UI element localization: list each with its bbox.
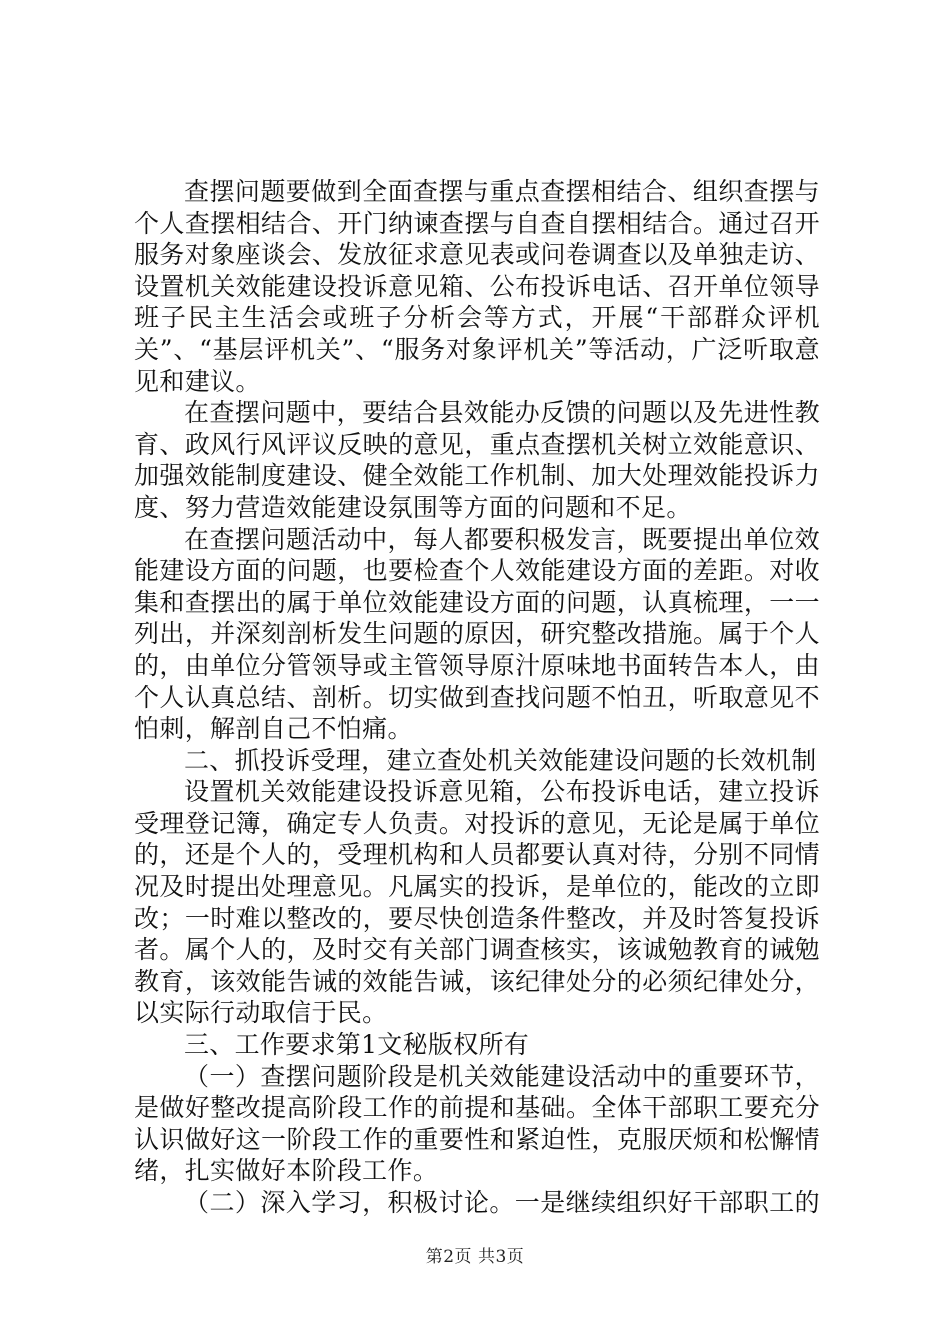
- paragraph-review-focus: 在查摆问题中，要结合县效能办反馈的问题以及先进性教育、政风行风评议反映的意见，重点查摆机关树立效能意识、加强效能制度建设、健全效能工作机制、加大处理效能投诉力度、努力营造效能建设氛围等方面的问题和不足。: [134, 398, 820, 522]
- section-heading-complaints: 二、抓投诉受理，建立查处机关效能建设问题的长效机制: [184, 745, 817, 775]
- paragraph-requirement-1: （一）查摆问题阶段是机关效能建设活动中的重要环节，是做好整改提高阶段工作的前提和基础。全体干部职工要充分认识做好这一阶段工作的重要性和紧迫性，克服厌烦和松懈情绪，扎实做好本阶段工作。: [134, 1061, 820, 1186]
- paragraph-review-methods: 查摆问题要做到全面查摆与重点查摆相结合、组织查摆与个人查摆相结合、开门纳谏查摆与自查自摆相结合。通过召开服务对象座谈会、发放征求意见表或问卷调查以及单独走访、设置机关效能建设投诉意见箱、公布投诉电话、召开单位领导班子民主生活会或班子分析会等方式，开展“干部群众评机关”、“基层评机关”、“服务对象评机关”等活动，广泛听取意见和建议。: [134, 177, 820, 396]
- section-heading-requirements: 三、工作要求第1文秘版权所有: [184, 1030, 530, 1060]
- document-body: [134, 176, 820, 1219]
- paragraph-complaint-handling: 设置机关效能建设投诉意见箱，公布投诉电话，建立投诉受理登记簿，确定专人负责。对投诉的意见，无论是属于单位的，还是个人的，受理机构和人员都要认真对待，分别不同情况及时提出处理意见。凡属实的投诉，是单位的，能改的立即改；一时难以整改的，要尽快创造条件整改，并及时答复投诉者。属个人的，及时交有关部门调查核实，该诚勉教育的诫勉教育，该效能告诫的效能告诫，该纪律处分的必须纪律处分，以实际行动取信于民。: [134, 777, 820, 1028]
- page-number-footer: 第2页 共3页: [425, 1247, 525, 1267]
- paragraph-requirement-2: （二）深入学习，积极讨论。一是继续组织好干部职工的: [184, 1188, 820, 1217]
- paragraph-review-activity: 在查摆问题活动中，每人都要积极发言，既要提出单位效能建设方面的问题，也要检查个人效能建设方面的差距。对收集和查摆出的属于单位效能建设方面的问题，认真梳理，一一列出，并深刻剖析发生问题的原因，研究整改措施。属于个人的，由单位分管领导或主管领导原汁原味地书面转告本人，由个人认真总结、剖析。切实做到查找问题不怕丑，听取意见不怕刺，解剖自己不怕痛。: [134, 524, 820, 744]
